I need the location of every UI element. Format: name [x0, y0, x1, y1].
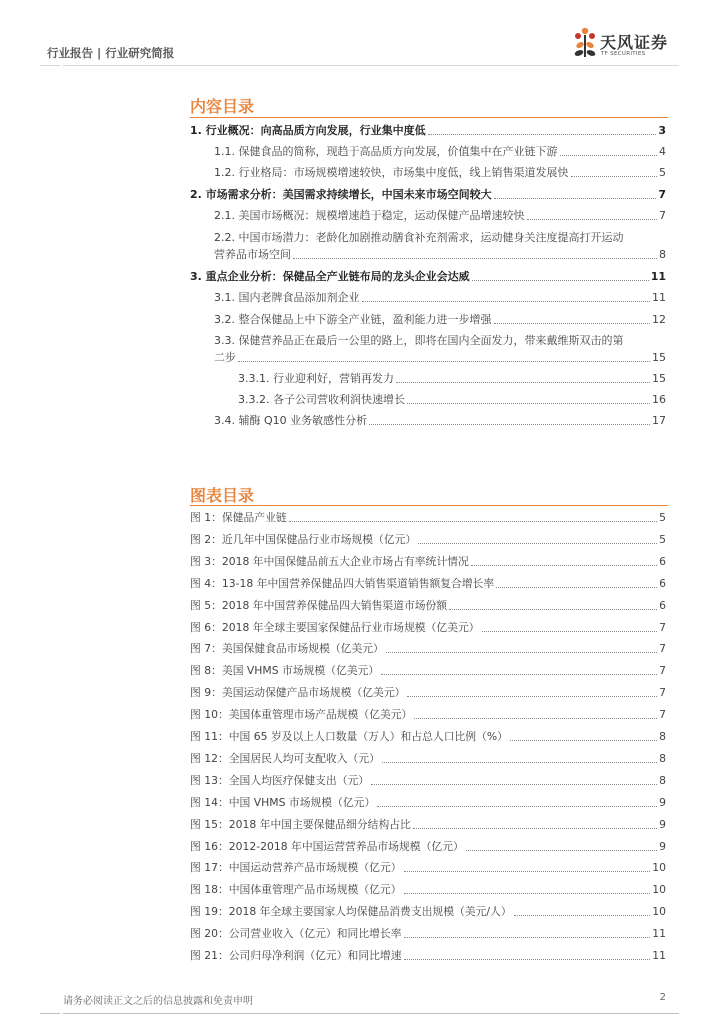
figure-page: 7: [659, 642, 666, 656]
header-divider-short: [40, 65, 60, 66]
figure-page: 6: [659, 576, 666, 590]
figure-list-item[interactable]: [190, 708, 666, 722]
figure-label: 图 13：全国人均医疗保健支出（元）: [190, 773, 370, 787]
leader-dots: [482, 631, 658, 632]
figure-list-item[interactable]: [190, 818, 666, 832]
page-number: 2: [659, 992, 666, 1003]
leader-dots: [371, 784, 657, 785]
figure-list-item[interactable]: [190, 861, 666, 875]
figures-title-rule: [190, 505, 668, 506]
figure-page: 11: [652, 949, 666, 962]
figure-label: 图 19：2018 年全球主要国家人均保健品消费支出规模（美元/人）: [190, 905, 512, 919]
figure-label: 图 15：2018 年中国主要保健品细分结构占比: [190, 817, 411, 831]
figure-page: 10: [652, 883, 666, 897]
toc-item[interactable]: 3.2. 整合保健品上中下游全产业链，盈利能力进一步增强 12: [214, 313, 666, 326]
figure-page: 7: [659, 686, 666, 700]
figure-label: 图 10：美国体重管理市场产品规模（亿美元）: [190, 708, 413, 722]
figure-label: 图 18：中国体重管理产品市场规模（亿元）: [190, 883, 402, 897]
figure-list-item[interactable]: [190, 599, 666, 613]
toc-item[interactable]: 3.4. 辅酶 Q10 业务敏感性分析 17: [214, 414, 666, 427]
toc-item[interactable]: 3. 重点企业分析：保健品全产业链布局的龙头企业会达威 11: [190, 270, 666, 283]
leader-dots: [404, 893, 651, 894]
toc-item[interactable]: 1.2. 行业格局：市场规模增速较快，市场集中度低，线上销售渠道发展快 5: [214, 166, 666, 179]
leader-dots: [404, 937, 651, 938]
leader-dots: [471, 565, 657, 566]
figure-page: 7: [659, 708, 666, 722]
figure-page: 7: [659, 664, 666, 678]
toc-title-rule: [190, 117, 668, 118]
figure-label: 图 2：近几年中国保健品行业市场规模（亿元）: [190, 532, 417, 546]
leader-dots: [414, 718, 657, 719]
leader-dots: [386, 652, 657, 653]
figure-page: 10: [652, 861, 666, 875]
figure-page: 8: [659, 751, 666, 765]
figure-page: 10: [652, 905, 666, 919]
figure-page: 7: [659, 620, 666, 634]
figure-list-item[interactable]: [190, 730, 666, 744]
toc-item[interactable]: 2. 市场需求分析：美国需求持续增长，中国未来市场空间较大 7: [190, 188, 666, 201]
toc-item[interactable]: 1.1. 保健食品的简称，现趋于高品质方向发展，价值集中在产业链下游 4: [214, 145, 666, 158]
leader-dots: [404, 871, 651, 872]
figure-list-item[interactable]: [190, 664, 666, 678]
figure-label: 图 12：全国居民人均可支配收入（元）: [190, 751, 380, 765]
logo-text-en: TF SECURITIES: [601, 51, 646, 57]
figure-list-item[interactable]: [190, 642, 666, 656]
figure-page: 9: [659, 817, 666, 831]
flower-logo-icon: [570, 26, 600, 60]
figure-label: 图 7：美国保健食品市场规模（亿美元）: [190, 642, 384, 656]
figure-label: 图 17：中国运动营养产品市场规模（亿元）: [190, 861, 402, 875]
toc-item[interactable]: 3.1. 国内老牌食品添加剂企业 11: [214, 291, 666, 304]
figure-label: 图 5：2018 年中国营养保健品四大销售渠道市场份额: [190, 598, 448, 612]
figure-list-item[interactable]: [190, 533, 666, 547]
figure-list-item[interactable]: [190, 905, 666, 919]
figure-page: 9: [659, 839, 666, 853]
figure-list-item[interactable]: [190, 883, 666, 897]
figure-list-item[interactable]: [190, 927, 666, 941]
disclaimer: 请务必阅读正文之后的信息披露和免责申明: [63, 996, 253, 1007]
figure-label: 图 9：美国运动保健产品市场规模（亿美元）: [190, 686, 406, 700]
figure-list-item[interactable]: [190, 621, 666, 635]
report-type: 行业报告 | 行业研究简报: [47, 46, 175, 60]
leader-dots: [496, 587, 657, 588]
leader-dots: [514, 915, 651, 916]
figure-label: 图 4：13-18 年中国营养保健品四大销售渠道销售额复合增长率: [190, 576, 495, 590]
leader-dots: [449, 609, 657, 610]
figure-label: 图 14：中国 VHMS 市场规模（亿元）: [190, 795, 376, 809]
leader-dots: [377, 806, 657, 807]
figure-page: 5: [659, 511, 666, 524]
figure-list-item[interactable]: [190, 686, 666, 700]
leader-dots: [413, 828, 657, 829]
logo-text-cn: 天风证券: [600, 33, 669, 52]
toc-item[interactable]: 2.1. 美国市场概况：规模增速趋于稳定，运动保健产品增速较快 7: [214, 209, 666, 222]
leader-dots: [510, 740, 657, 741]
figures-title: 图表目录: [190, 486, 255, 505]
figure-label: 图 16：2012-2018 年中国运营营养品市场规模（亿元）: [190, 839, 464, 853]
figure-label: 图 6：2018 年全球主要国家保健品行业市场规模（亿美元）: [190, 620, 480, 634]
leader-dots: [404, 959, 651, 960]
leader-dots: [381, 674, 657, 675]
leader-dots: [382, 762, 657, 763]
figure-label: 图 20：公司营业收入（亿元）和同比增长率: [190, 927, 402, 941]
figure-label: 图 1：保健品产业链: [190, 511, 287, 524]
page-header: [0, 0, 724, 70]
figure-label: 图 11：中国 65 岁及以上人口数量（万人）和占总人口比例（%）: [190, 730, 508, 743]
figure-list-item[interactable]: [190, 577, 666, 591]
toc-item[interactable]: 3.3. 保健营养品正在最后一公里的路上，即将在国内全面发力，带来戴维斯双击的第 二步 15: [214, 334, 666, 364]
toc-item[interactable]: 3.3.1. 行业迎利好，营销再发力 15: [238, 372, 666, 385]
figure-page: 6: [659, 554, 666, 568]
figure-label: 图 3：2018 年中国保健品前五大企业市场占有率统计情况: [190, 554, 469, 568]
figure-label: 图 8：美国 VHMS 市场规模（亿美元）: [190, 664, 380, 678]
figure-list-item[interactable]: [190, 774, 666, 788]
toc-title: 内容目录: [190, 97, 255, 116]
toc-item[interactable]: 3.3.2. 各子公司营收利润快速增长 16: [238, 393, 666, 406]
figure-list-item[interactable]: [190, 840, 666, 854]
figure-list-item[interactable]: [190, 796, 666, 810]
footer-divider-short: [40, 1013, 60, 1014]
figure-list-item[interactable]: [190, 511, 666, 525]
leader-dots: [289, 521, 657, 522]
leader-dots: [418, 543, 657, 544]
figure-list-item[interactable]: [190, 752, 666, 766]
toc-item[interactable]: 1. 行业概况：向高品质方向发展，行业集中度低 3: [190, 124, 666, 137]
company-logo: [570, 26, 680, 62]
figure-label: 图 21：公司归母净利润（亿元）和同比增速: [190, 949, 402, 962]
figure-page: 5: [659, 532, 666, 546]
footer-divider: [63, 1013, 679, 1014]
leader-dots: [466, 850, 657, 851]
figure-page: 6: [659, 598, 666, 612]
header-divider: [63, 65, 679, 66]
leader-dots: [407, 696, 657, 697]
figure-page: 8: [659, 730, 666, 743]
figure-page: 8: [659, 773, 666, 787]
toc-item[interactable]: 2.2. 中国市场潜力：老龄化加剧推动膳食补充剂需求，运动健身关注度提高打开运动 营养品市场空间 8: [214, 231, 666, 261]
figure-list-item[interactable]: [190, 555, 666, 569]
figure-page: 11: [652, 927, 666, 941]
figure-list-item[interactable]: [190, 949, 666, 963]
figure-page: 9: [659, 795, 666, 809]
